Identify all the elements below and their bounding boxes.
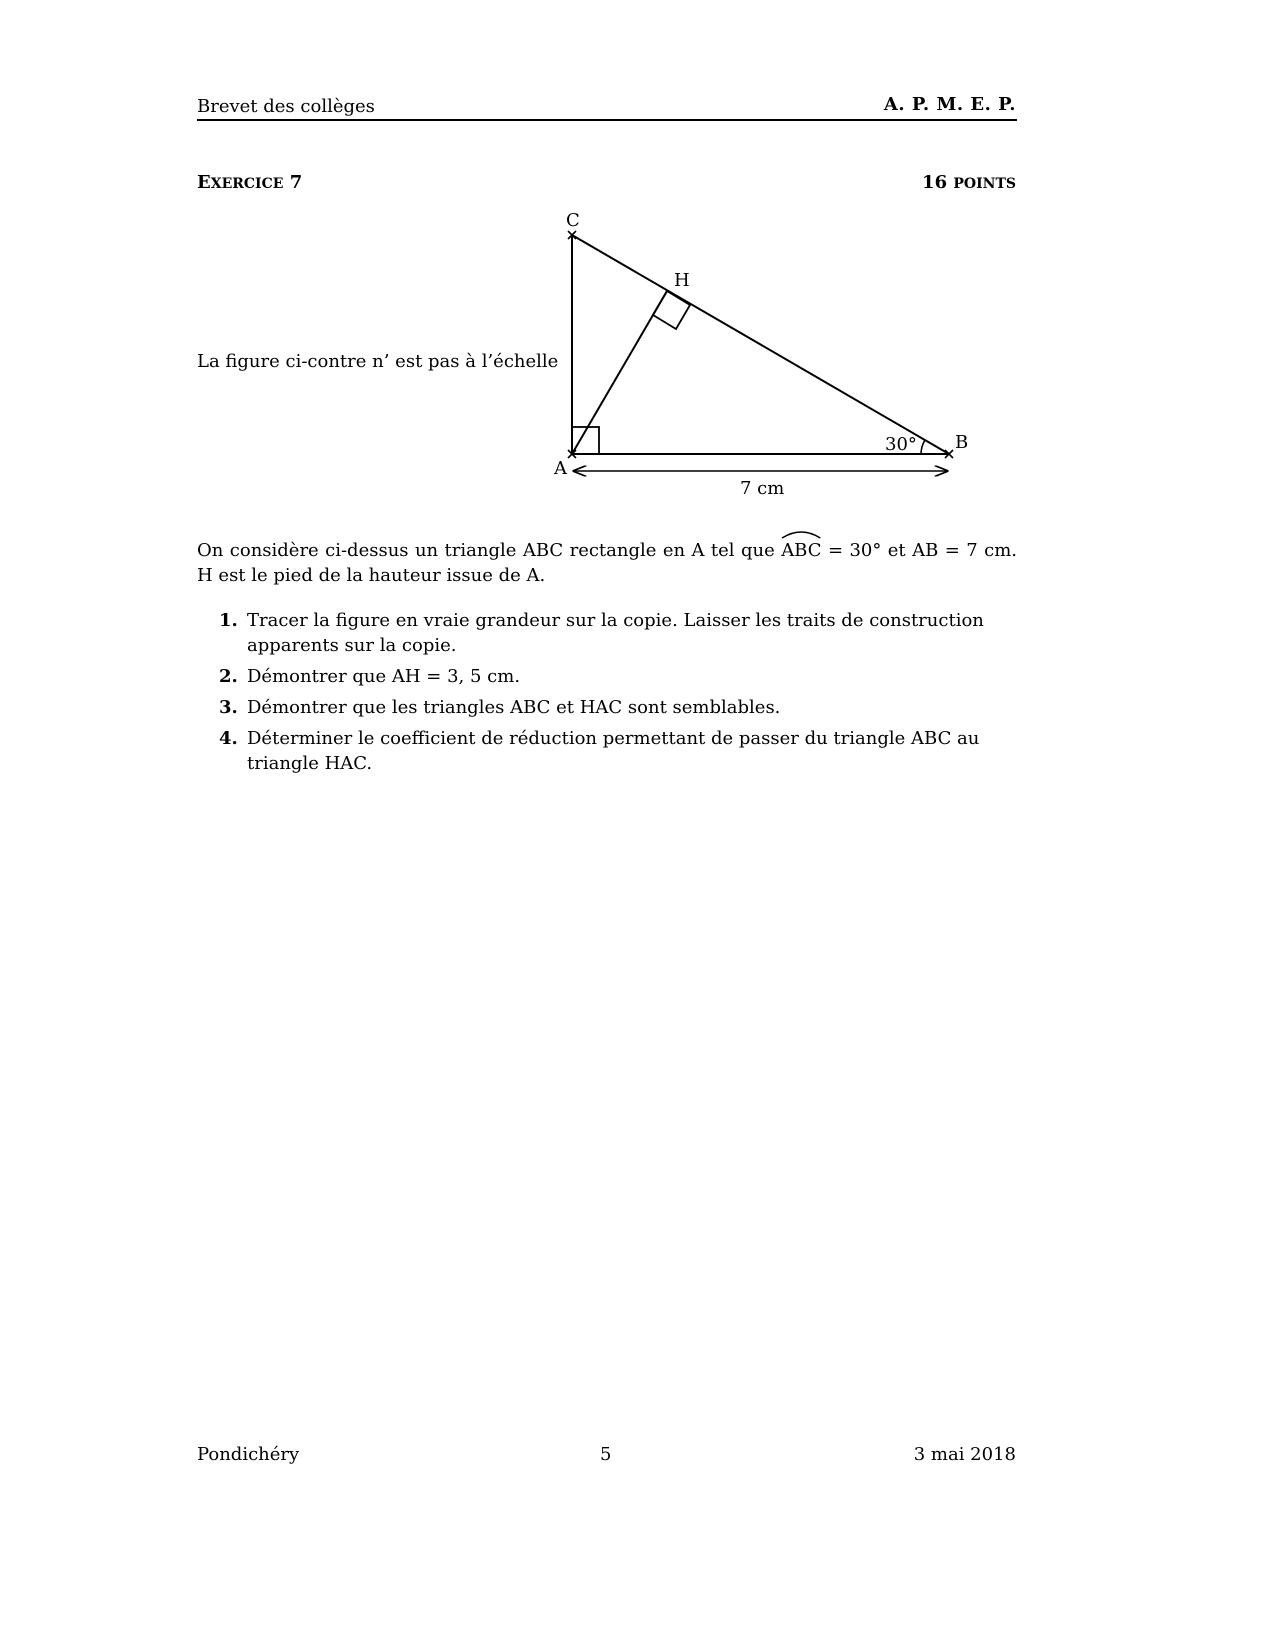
footer-date: 3 mai 2018 (913, 1444, 1016, 1465)
question-text: Démontrer que AH = 3, 5 cm. (247, 666, 521, 687)
question-item (197, 664, 1017, 689)
exercise-title (197, 172, 302, 193)
statement-part1: On considère ci-dessus un triangle ABC rectangle en A tel que (197, 540, 782, 561)
points-label: POINTS (953, 176, 1016, 192)
label-c: C (566, 210, 580, 231)
question-text: Démontrer que les triangles ABC et HAC sont semblables. (247, 697, 781, 718)
triangle-figure (540, 200, 980, 500)
question-number: 3. (219, 697, 238, 718)
footer-location: Pondichéry (197, 1444, 300, 1465)
label-length-ab: 7 cm (740, 478, 785, 499)
statement-part2: = 30° et AB = 7 cm. H est le pied de la hauteur issue de A. (197, 540, 1017, 586)
exercise-title-rest: XERCICE (210, 176, 284, 192)
label-angle-b: 30° (885, 434, 917, 455)
header-organization: A. P. M. E. P. (883, 94, 1016, 115)
label-b: B (955, 432, 969, 453)
question-text: Déterminer le coefficient de réduction permettant de passer du triangle ABC au triangle HAC. (247, 728, 980, 774)
label-h: H (674, 270, 690, 291)
question-number: 4. (219, 728, 238, 749)
points-value: 16 (922, 172, 948, 193)
header-rule (197, 119, 1017, 121)
question-item (197, 695, 1017, 720)
header-title: Brevet des collèges (197, 96, 375, 117)
exercise-title-initial: E (197, 172, 211, 193)
exercise-points (922, 172, 1016, 193)
angle-name: ABC (781, 540, 822, 561)
angle-notation (781, 538, 821, 563)
question-text: Tracer la figure en vraie grandeur sur la copie. Laisser les traits de construction apparents sur la copie. (247, 610, 984, 656)
footer-page-number: 5 (600, 1444, 612, 1465)
label-a: A (554, 458, 567, 479)
question-number: 2. (219, 666, 238, 687)
right-angle-mark-h (653, 291, 690, 329)
side-bc (572, 235, 949, 454)
question-number: 1. (219, 610, 238, 631)
question-list (197, 608, 1017, 782)
question-item (197, 726, 1017, 776)
question-item (197, 608, 1017, 658)
angle-arc-b (921, 440, 925, 454)
problem-statement (197, 538, 1017, 588)
exercise-number: 7 (289, 172, 303, 193)
figure-scale-note: La figure ci-contre n’ est pas à l’échelle (197, 351, 559, 372)
angle-hat-icon (781, 529, 821, 539)
